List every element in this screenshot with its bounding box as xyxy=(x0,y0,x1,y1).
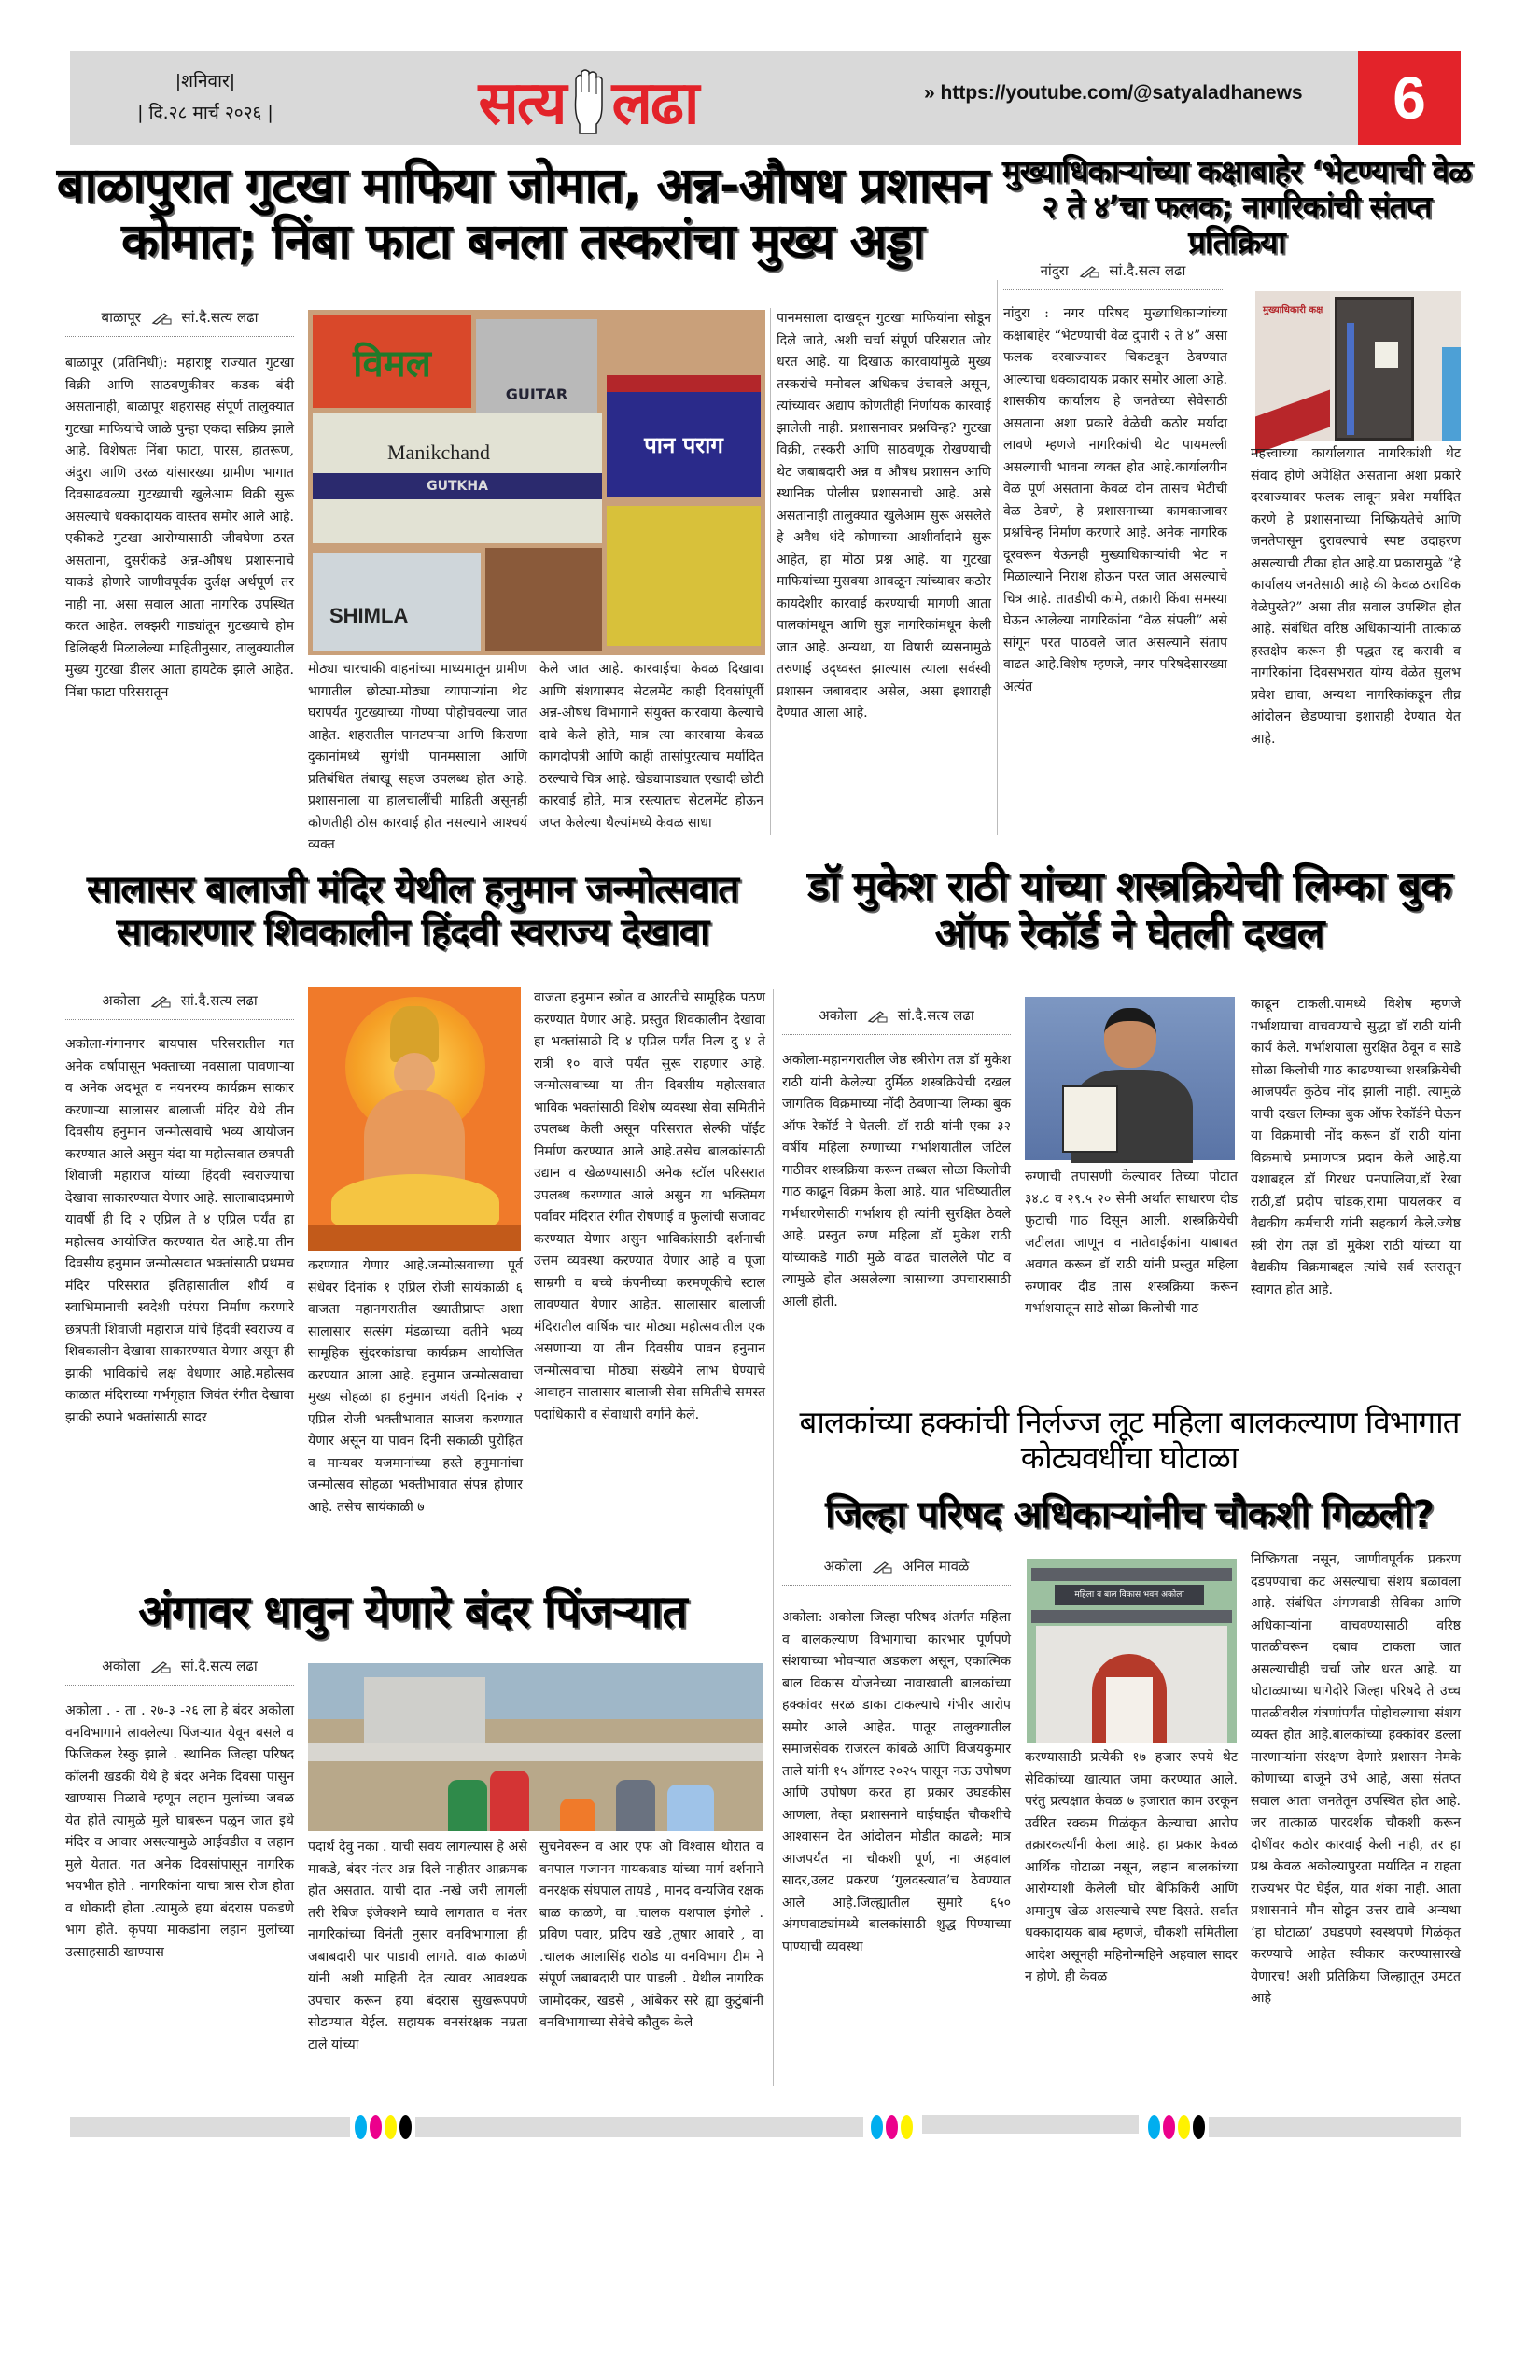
hanuman-photo xyxy=(308,987,521,1251)
gutkha-text-col2: मोठ्या चारचाकी वाहनांच्या माध्यमातून ग्रामीण भागातील छोट्या-मोठ्या व्यापाऱ्यांना थेट घरापर्यंत गुटख्याच्या गोण्या पोहोचवल्या जात आहेत. शहरातील पानटपऱ्या आणि किराणा दुकानांमध्ये सुगंधी पानमसाला आणि प्रतिबंधित तंबाखू सहज उपलब्ध होत आहे. प्रशासनाला या हालचालींची माहिती असूनही कोणतीही ठोस कारवाई होत नसल्याने आश्चर्य व्यक्त xyxy=(308,662,527,852)
person-blue xyxy=(667,1785,714,1831)
rathi-text-col1: अकोला-महानगरातील जेष्ठ स्त्रीरोग तज्ञ डॉ मुकेश राठी यांनी केलेल्या दुर्मिळ शस्त्रक्रियेची दखल जागतिक विक्रमाच्या नोंदी ठेवणाऱ्या लिम्का बुक ऑफ रेकॉर्ड ने घेतली. डॉ राठी यांनी एका ३२ वर्षीय महिला रुग्णाच्या गर्भाशयातील जटिल गाठीवर शस्त्रक्रिया करून तब्बल सोळा किलोची गाठ काढून विक्रम केला आहे. यात भविष्यातील गर्भधारणेसाठी गर्भाशय ही त्यांनी सुरक्षित ठेवले आहे. प्रस्तुत रुग्ण महिला डॉ मुकेश राठी यांच्याकडे गाठी मुळे वाढत चाललेले पोट व त्यामुळे होत असलेल्या त्रासाच्या उपचारासाठी आली होती. xyxy=(782,1053,1011,1309)
column-rule xyxy=(997,280,998,835)
logo-word-right: लढा xyxy=(611,68,698,138)
byline-place: अकोला xyxy=(102,992,141,1009)
black-mark xyxy=(1193,2115,1205,2139)
nandura-text-col1: नांदुरा : नगर परिषद मुख्याधिकाऱ्यांच्या कक्षाबाहेर “भेटण्याची वेळ दुपारी २ ते ४” असा फलक दरवाज्यावर चिकटवून ठेवण्यात आल्याचा धक्कादायक प्रकार समोर आला आहे. शासकीय कार्यालय हे जनतेच्या सेवेसाठी असताना अशा प्रकारे वेळेची कठोर मर्यादा लावणे म्हणजे नागरिकांची थेट पायमल्ली असल्याची भावना व्यक्त होत आहे.कार्यालयीन वेळ पूर्ण असताना केवळ दोन तासच भेटीची वेळ ठेवणे, हे प्रशासनाच्या कामकाजावर प्रश्नचिन्ह निर्माण करणारे आहे. अनेक नागरिक दूरवरून येऊनही मुख्याधिकाऱ्यांची भेट न मिळाल्याने निराश होऊन परत जात असल्याचे चित्र आहे. तातडीची कामे, तक्रारी किंवा समस्या घेऊन आलेल्या नागरिकांना “वेळ संपली” असे सांगून परत पाठवले जात असल्याने संताप वाढत आहे.विशेष म्हणजे, नगर परिषदेसारख्या अत्यंत xyxy=(1003,306,1227,694)
house xyxy=(364,1677,485,1747)
yellow-mark xyxy=(901,2115,913,2139)
gutkha-text-col3: केले जात आहे. कारवाईचा केवळ दिखावा आणि संशयास्पद सेटलमेंट काही दिवसांपूर्वी अन्न-औषध विभागाने संयुक्त कारवाया केल्याचे दावे केले होते, मात्र त्या कारवाया केवळ कागदोपत्री आणि काही तासांपुरत्याच मर्यादित ठरल्याचे चित्र आहे. खेड्यापाड्यात एखादी छोटी कारवाई होते, मात्र रस्त्यातच सेटलमेंट होऊन जप्त केलेल्या थैल्यांमध्ये केवळ साधा xyxy=(539,662,763,831)
door-notice xyxy=(1375,342,1398,368)
double-chevron-icon: » xyxy=(924,82,935,104)
footer-bar xyxy=(415,2117,863,2137)
magenta-mark xyxy=(886,2115,898,2139)
masthead-dateline xyxy=(135,65,275,129)
gate xyxy=(1106,1677,1153,1743)
vimal-packet: विमल xyxy=(313,315,471,408)
face xyxy=(394,1053,435,1094)
monkey-headline: अंगावर धावुन येणारे बंदर पिंजऱ्यात xyxy=(138,1586,687,1638)
balkalyan-text-col1: अकोला: अकोला जिल्हा परिषद अंतर्गत महिला व बालकल्याण विभागाचा कारभार पूर्णपणे संशयाच्या भोवऱ्यात अडकला असून, एकात्मिक बाल विकास योजनेच्या नावाखाली बालकांच्या हक्कांवर सरळ डाका टाकल्याचे गंभीर आरोप समोर आले आहेत. पातूर तालुक्यातील समाजसेवक राजरत्न कांबळे आणि विजयकुमार ताले यांनी १५ ऑगस्ट २०२५ पासून नऊ उपोषण आणि उपोषण करत हा प्रकार उघडकीस आणला, तेव्हा प्रशासनाने घाईघाईत चौकशीचे आश्वासन देत आंदोलन मोडीत काढले; मात्र आजपर्यंत ना चौकशी पूर्ण, ना अहवाल सादर,उलट प्रकरण ‘गुलदस्त्यात’च ठेवण्यात आले आहे.जिल्ह्यातील सुमारे ६५० अंगणवाड्यांमध्ये बालकांसाठी शुद्ध पिण्याच्या पाण्याची व्यवस्था xyxy=(782,1610,1011,1954)
byline-place: नांदुरा xyxy=(1040,262,1069,279)
cyan-mark xyxy=(871,2115,883,2139)
compound-wall xyxy=(308,1743,763,1761)
dhoti xyxy=(331,1174,499,1230)
manikchand-label: Manikchand xyxy=(387,441,490,464)
gutkha-headline: बाळापुरात गुटखा माफिया जोमात, अन्न-औषध प्रशासन कोमात; निंबा फाटा बनला तस्करांचा मुख्य अड्डा xyxy=(56,158,989,270)
salasar-text-col3: वाजता हनुमान स्त्रोत व आरतीचे सामूहिक पठण करण्यात येणार आहे. प्रस्तुत शिवकालीन देखावा हा भक्तांसाठी दि ४ एप्रिल पर्यंत नित्य दु ४ ते रात्री १० वाजे पर्यंत सुरू राहणार आहे. जन्मोत्सवाच्या या तीन दिवसीय महोत्सवात भाविक भक्तांसाठी विशेष व्यवस्था सेवा समितीने उपलब्ध केली असून परिसरात सेल्फी पॉईंट निर्माण करण्यात आले आहे.तसेच बालकांसाठी उद्यान व खेळण्यासाठी अनेक स्टॉल परिसरात उपलब्ध करण्यात आले असुन या भक्तिमय पर्वावर मंदिरात रंगीत रोषणाई व फुलांची सजावट करण्यात येणार असुन भाविकांसाठी दर्शनाची उत्तम व्यवस्था करण्यात येणार आहे व पूजा साम्रगी व बच्चे कंपनीच्या करमणूकीचे स्टाल लावण्यात येणार आहेत. सालासार बालाजी मंदिरातील वार्षिक चार मोठ्या महोत्सवातील एक असणाऱ्या या तीन दिवसीय पावन हनुमान जन्मोत्सवाचा मोठ्या संख्येने लाभ घेण्याचे आवाहन सालासार बालाजी सेवा समितीचे समस्त पदाधिकारी व सेवाधारी वर्गाने केले. xyxy=(534,990,765,1422)
building-photo xyxy=(1027,1559,1237,1743)
registration-marks xyxy=(355,2115,412,2139)
nandura-text-col2: महत्त्वाच्या कार्यालयात नागरिकांशी थेट संवाद होणे अपेक्षित असताना अशा प्रकारे दरवाज्यावर फलक लावून प्रवेश मर्यादित करणे हे प्रशासनाच्या निष्क्रियतेचे आणि जनतेपासून दुरावल्याचे स्पष्ट उदाहरण असल्याची टीका होत आहे.या प्रकारामुळे “हे कार्यालय जनतेसाठी आहे की केवळ ठराविक वेळेपुरते?” असा तीव्र सवाल उपस्थित होत आहे. संबंधित वरिष्ठ अधिकाऱ्यांनी तात्काळ हस्तक्षेप करून ही पद्धत रद्द करावी व नागरिकांना दिवसभरात योग्य वेळेत सुलभ प्रवेश द्यावा, अन्यथा नागरिकांकडून तीव्र आंदोलन छेडण्याचा इशाराही देण्यात येत आहे. xyxy=(1251,446,1461,747)
building-wall xyxy=(1036,1626,1227,1743)
youtube-link[interactable] xyxy=(924,82,1303,105)
balkalyan-text-col2: करण्यासाठी प्रत्येकी १७ हजार रुपये थेट सेविकांच्या खात्यात जमा करण्यात आले. परंतु प्रत्यक्षात केवळ ७ हजारात काम उरकून उर्वरित रक्कम गिळंकृत केल्याचा आरोप तक्रारकर्त्यांनी केला आहे. हा प्रकार केवळ आर्थिक घोटाळा नसून, लहान बालकांच्या आरोग्याशी केलेली घोर बेफिकिरी आणि अमानुष खेळ असल्याचे स्पष्ट दिसते. सर्वात धक्कादायक बाब म्हणजे, चौकशी समितीला आदेश असूनही महिनोन्महिने अहवाल सादर न होणे. ही केवळ xyxy=(1025,1750,1238,1984)
cyan-mark xyxy=(355,2115,367,2139)
weekday: |शनिवार| xyxy=(175,71,236,91)
black-mark xyxy=(399,2115,412,2139)
monkey-rescue-photo xyxy=(308,1663,763,1831)
byline-place: अकोला xyxy=(102,1658,141,1674)
column-rule xyxy=(773,989,774,2086)
balkalyan-headline: जिल्हा परिषद अधिकाऱ्यांनीच चौकशी गिळली? xyxy=(825,1493,1434,1536)
youtube-url: https://youtube.com/@satyaladhanews xyxy=(940,82,1303,104)
gutkha-label: GUTKHA xyxy=(313,473,602,499)
salasar-text-col2: करण्यात येणार आहे.जन्मोत्सवाच्या पूर्व संधेवर दिनांक १ एप्रिल रोजी सायंकाळी ६ वाजता महानगरातील ख्यातीप्राप्त अशा सालासार सत्संग मंडळाच्या वतीने भव्य सामूहिक सुंदरकांडाचा कार्यक्रम आयोजित करण्यात आला आहे. हनुमान जन्मोत्सवाचा मुख्य सोहळा हा हनुमान जयंती दिनांक २ एप्रिल रोजी भक्तीभावात साजरा करण्यात येणार असून या पावन दिनी सकाळी पुरोहित व मान्यवर यजमानांच्या हस्ते हनुमानांचा जन्मोत्सव सोहळा भक्तीभावात संपन्न होणार आहे. तसेच सायंकाळी ७ xyxy=(308,1258,523,1515)
gutkha-photo xyxy=(308,310,765,655)
pen-icon xyxy=(867,1010,888,1023)
rathi-byline xyxy=(782,1006,1011,1035)
pen-icon xyxy=(150,995,171,1008)
manikchand-packet xyxy=(313,413,602,543)
person-green xyxy=(448,1780,487,1831)
nandura-headline: मुख्याधिकाऱ्यांच्या कक्षाबाहेर ‘भेटण्याची वेळ २ ते ४’चा फलक; नागरिकांची संतप्त प्रतिक्रिया xyxy=(1001,153,1472,260)
monkey-text-col1: अकोला . - ता . २७-३ -२६ ला हे बंदर अकोला वनविभागाने लावलेल्या पिंजऱ्यात येवून बसले व फिजिकल रेस्कु झाले . स्थानिक जिल्हा परिषद कॉलनी खडकी येथे हे बंदर अनेक दिवसा पासुन खाण्यास मिळावे म्हणून लहान मुलांच्या जवळ येत होते त्यामुळे मुले घाबरून पळुन जात इथे मंदिर व आवार असल्यामुळे आईवडील व लहान मुले येतात. गत अनेक दिवसांपासून नागरिक भयभीत होते . नागरिकांना याचा त्रास रोज होता व धोकादी होता .त्यामुळे हया बंदरास पकडणे भाग होते. कृपया माकडांना लहान मुलांच्या उत्साहसाठी खाण्यास xyxy=(65,1703,294,1960)
monkey-text-col2: पदार्थ देवु नका . याची सवय लागल्यास हे असे माकडे, बंदर नंतर अन्न दिले नाहीतर आक्रमक होत असतात. याची दात -नखे जरी लागली तरी रेबिज इंजेक्शने घ्यावे लागतात व नंतर नागरिकांच्या विनंती नुसार वनविभागाला ही जबाबदारी पार पाडावी लागते. वाळ काळणे यांनी अशी माहिती देत त्यावर आवश्यक उपचार करून हया बंदरास सुखरूपपणे सोडण्यात येईल. सहायक वनसंरक्षक नम्रता टाले यांच्या xyxy=(308,1840,527,2052)
salasar-text-col1: अकोला-गंगानगर बायपास परिसरातील गत अनेक वर्षापासून भक्ताच्या नवसाला पावणाऱ्या व अनेक अदभूत व नयनरम्य कार्यक्रम साकार करणाऱ्या सालासर बालाजी मंदिर येथे तीन दिवसीय हनुमान जन्मोत्सवाचे भव्य आयोजन करण्यात आले असुन यंदा या महोत्सवात छत्रपती शिवाजी महाराज यांच्या हिंदवी स्वराज्याचा देखावा साकारण्यात येणार आहे. सालाबादप्रमाणे यावर्षी ही दि २ एप्रिल ते ४ एप्रिल पर्यंत हा महोत्सव आयोजित करण्यात येत आहे.या तीन दिवसीय हनुमान जन्मोत्सवात भक्तांसाठी प्रथमच मंदिर परिसरात इतिहासातील शौर्य व स्वाभिमानाची स्वदेशी परंपरा निर्माण करणारे छत्रपती शिवाजी महाराज यांचे हिंदवी स्वराज्य व शिवकालीन देखावा साकारण्यात येणार असून ही झाकी भाविकांचे लक्ष वेधणार आहे.महोत्सव काळात मंदिराच्या गर्भगृहात जिवंत रंगीत देखावा झाकी रुपाने भक्तांसाठी सादर xyxy=(65,1037,294,1425)
byline-source: सां.दै.सत्य लढा xyxy=(180,992,258,1009)
balkalyan-headline-kicker: बालकांच्या हक्कांची निर्लज्ज लूट महिला बालकल्याण विभागात कोट्यवधींचा घोटाळा xyxy=(799,1404,1460,1476)
nandura-byline xyxy=(1003,261,1223,290)
roof-band-2 xyxy=(1031,1610,1232,1623)
byline-place: अकोला xyxy=(819,1007,858,1024)
magenta-mark xyxy=(1163,2115,1175,2139)
footer-bar xyxy=(922,2115,1139,2134)
registration-marks xyxy=(871,2115,913,2139)
roof-band xyxy=(1031,1568,1232,1581)
byline-place: अकोला xyxy=(823,1558,862,1575)
person-grey xyxy=(616,1780,655,1831)
yellow-mark xyxy=(1178,2115,1190,2139)
monkey-byline xyxy=(65,1657,294,1686)
shimla-packet: SHIMLA xyxy=(313,553,481,651)
footer-bar xyxy=(1209,2117,1461,2137)
office-door-photo xyxy=(1255,291,1461,441)
cyan-mark xyxy=(1148,2115,1160,2139)
balkalyan-byline xyxy=(782,1557,1011,1586)
building-sign: महिला व बाल विकास भवन अकोला xyxy=(1055,1585,1204,1605)
newspaper-logo xyxy=(434,56,742,145)
packet-yellow xyxy=(607,506,761,646)
panparag-packet: पान पराग xyxy=(607,375,761,497)
packet-brown xyxy=(485,548,602,651)
byline-place: बाळापूर xyxy=(101,309,141,326)
gutkha-text-col4: पानमसाला दाखवून गुटखा माफियांना सोडून दिले जाते, अशी चर्चा संपूर्ण परिसरात जोर धरत आहे. या दिखाऊ कारवायांमुळे मुख्य तस्करांचे मनोबल अधिकच उंचावले असून, त्यांच्यावर अद्याप कोणतीही निर्णायक कारवाई झालेली नाही. प्रशासनावर प्रश्नचिन्ह? गुटखा विक्री, तस्करी आणि साठवणूक रोखण्याची थेट जबाबदारी अन्न व औषध प्रशासन आणि स्थानिक पोलीस प्रशासनाची आहे. असे असतानाही तालुक्यात खुलेआम सुरू असलेले हे अवैध धंदे कोणाच्या आशीर्वादाने सुरू आहेत, हा मोठा प्रश्न आहे. या गुटखा माफियांच्या मुसक्या आवळून त्यांच्यावर कठोर कायदेशीर कारवाई करण्याची मागणी आता पालकांमधून आणि सुज्ञ नागरिकांमधून केली जात आहे. अन्यथा, या विषारी व्यसनामुळे तरुणाई उद्ध्वस्त झाल्यास त्याला सर्वस्वी प्रशासन जबाबदार असेल, असा इशाराही देण्यात आला आहे. xyxy=(777,311,991,721)
byline-source: सां.दै.सत्य लढा xyxy=(180,1658,258,1674)
issue-date: | दि.२८ मार्च २०२६ | xyxy=(137,103,273,123)
salasar-byline xyxy=(65,991,294,1020)
door xyxy=(1335,297,1414,441)
office-sign-label: मुख्याधिकारी कक्ष xyxy=(1263,305,1323,315)
byline-source: सां.दै.सत्य लढा xyxy=(897,1007,974,1024)
door-glass xyxy=(1347,323,1354,435)
rathi-text-col2: रुग्णाची तपासणी केल्यावर तिच्या पोटात ३४.८ व २९.५ २० सेमी अर्थात साधारण दीड फुटाची गाठ दिसून आली. शस्त्रक्रियेची जटीलता जाणून व नातेवाईकांना याबाबत अवगत करून डॉ राठी यांनी प्रस्तुत महिला रुग्णावर दीड तास शस्त्रक्रिया करून गर्भाशयातून साडे सोळा किलोची गाठ xyxy=(1025,1169,1238,1316)
gutkha-byline xyxy=(65,308,294,337)
byline-source: सां.दै.सत्य लढा xyxy=(181,309,259,326)
balkalyan-text-col3: निष्क्रियता नसून, जाणीवपूर्वक प्रकरण दडपण्याचा कट असल्याचा संशय बळावला आहे. संबंधित अंगणवाडी सेविका आणि अधिकाऱ्यांना वाचवण्यासाठी वरिष्ठ पातळीवरून दबाव टाकला जात असल्याचीही चर्चा जोर धरत आहे. या घोटाळ्याच्या धागेदोरे जिल्हा परिषदे ते उच्च पातळीवरील यंत्रणांपर्यंत पोहोचल्याचा संशय व्यक्त होत आहे.बालकांच्या हक्कांवर डल्ला मारणाऱ्यांना संरक्षण देणारे प्रशासन नेमके कोणाच्या बाजूने उभे आहे, असा संतप्त सवाल आता जनतेतून उपस्थित होत आहे. जर तात्काळ पारदर्शक चौकशी करून दोषींवर कठोर कारवाई केली नाही, तर हा प्रश्न केवळ अकोल्यापुरता मर्यादित न राहता राज्यभर पेट घेईल, यात शंका नाही. आता प्रशासनाने मौन सोडून उत्तर द्यावे- अन्यथा ‘हा घोटाळा’ उघडपणे स्वस्थपणे गिळंकृत करण्याचे आहेत स्वीकार करण्यासारखे येणारच! अशी प्रतिक्रिया जिल्ह्यातून उमटत आहे xyxy=(1251,1552,1461,2006)
pen-icon xyxy=(872,1561,892,1574)
page-number: 6 xyxy=(1358,51,1461,145)
blue-wall xyxy=(1442,347,1461,441)
rathi-text-col3: काढून टाकली.यामध्ये विशेष म्हणजे गर्भाशयाचा वाचवण्याचे सुद्धा डॉ राठी यांनी कार्य केले. गर्भाशयाला सुरक्षित ठेवून व साडे सोळा किलोची गाठ काढण्याच्या शस्त्रक्रियेची आजपर्यंत कुठेच नोंद झाली नाही. त्यामुळे याची दखल लिम्का बुक ऑफ रेकॉर्डने घेऊन या विक्रमाची नोंद करून डॉ राठी यांना विक्रमाचे प्रमाणपत्र प्रदान केले आहे.या यशाबद्दल डॉ गिरधर पनपालिया,डॉ रेखा राठी,डॉ प्रदीप चांडक,रामा पायलकर व वैद्यकीय कर्मचारी यांनी सहकार्य केले.ज्येष्ठ स्त्री रोग तज्ञ डॉ मुकेश राठी यांच्या या वैद्यकीय विक्रमाबद्दल त्यांचे सर्व स्तरातून स्वागत होत आहे. xyxy=(1251,997,1461,1297)
certificate xyxy=(1062,1085,1118,1153)
pen-icon xyxy=(1079,265,1099,278)
gutkha-text-col1: बाळापूर (प्रतिनिधी): महाराष्ट्र राज्यात गुटखा विक्री आणि साठवणुकीवर कडक बंदी असतानाही, बाळापूर शहरासह संपूर्ण तालुक्यात गुटखा माफियांचे जाळे पुन्हा एकदा सक्रिय झाले आहे. विशेषतः निंबा फाटा, पारस, हातरूण, अंदुरा आणि उरळ यांसारख्या ग्रामीण भागात दिवसाढवळ्या गुटख्याची खुलेआम विक्री सुरू असल्याचे धक्कादायक वास्तव समोर आले आहे. एकीकडे गुटखा आरोग्यासाठी जीवघेणा ठरत असताना, दुसरीकडे अन्न-औषध प्रशासनाचे याकडे होणारे जाणीवपूर्वक दुर्लक्ष अर्थपूर्ण तर नाही ना, असा सवाल आता नागरिक उपस्थित करत आहेत. लक्झरी गाड्यांतून गुटख्याचे होम डिलिव्हरी मिळालेल्या माहितीनुसार, तालुक्यातील मुख्य गुटखा डीलर आता हायटेक झाले आहेत. निंबा फाटा परिसरातून xyxy=(65,356,294,700)
person-red xyxy=(490,1771,529,1831)
byline-source: अनिल मावळे xyxy=(903,1558,970,1575)
raised-fist-icon xyxy=(568,68,608,133)
doctor-face xyxy=(1104,1008,1156,1068)
base xyxy=(308,1225,521,1251)
pen-icon xyxy=(150,1660,171,1673)
rathi-headline: डॉ मुकेश राठी यांच्या शस्त्रक्रियेची लिम्का बुक ऑफ रेकॉर्ड ने घेतली दखल xyxy=(807,862,1451,958)
registration-marks xyxy=(1148,2115,1205,2139)
doctor-photo xyxy=(1025,997,1235,1160)
salasar-headline: सालासर बालाजी मंदिर येथील हनुमान जन्मोत्सवात साकारणार शिवकालीन हिंदवी स्वराज्य देखावा xyxy=(86,868,739,954)
yellow-mark xyxy=(385,2115,397,2139)
column-rule xyxy=(770,308,771,835)
byline-source: सां.दै.सत्य लढा xyxy=(1109,262,1186,279)
logo-word-left: सत्य xyxy=(478,68,566,138)
pen-icon xyxy=(151,312,172,325)
guitar-packet: GUITAR xyxy=(476,319,597,422)
footer-bar xyxy=(70,2117,350,2137)
monkey-text-col3: सुचनेवरून व आर एफ ओ विश्वास थोरात व वनपाल गजानन गायकवाड यांच्या मार्ग दर्शनाने वनरक्षक संघपाल तायडे , मानद वन्यजिव रक्षक बाळ काळणे, वा .चालक यशपाल इंगोले . प्रविण पवार, प्रदिप खडे ,तुषार आवारे , वा .चालक आलासिंह राठोड या वनविभाग टीम ने संपूर्ण जबाबदारी पार पाडली . येथील नागरिक जामोदकर, खडसे , आंबेकर सरे ह्या कुटुंबांनी वनविभागाच्या सेवेचे कौतुक केले xyxy=(539,1840,763,2030)
magenta-mark xyxy=(370,2115,382,2139)
person-orange xyxy=(560,1799,595,1831)
